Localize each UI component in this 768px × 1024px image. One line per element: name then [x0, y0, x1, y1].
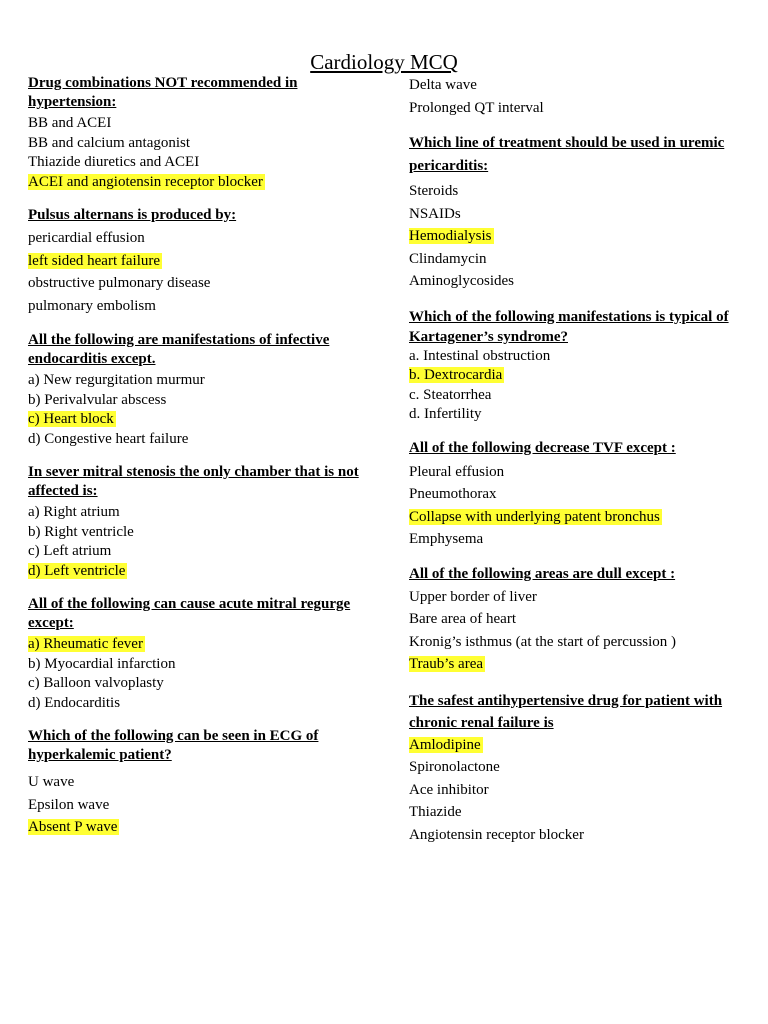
answer-option-highlighted: Hemodialysis — [409, 228, 492, 244]
question-text: Pulsus alternans is produced by: — [28, 207, 237, 223]
left-column — [28, 74, 378, 853]
option-list — [28, 635, 378, 713]
question-block — [409, 565, 761, 676]
answer-option-highlighted: ACEI and angiotensin receptor blocker — [28, 173, 263, 190]
question-block — [409, 132, 761, 293]
question-text: Drug combinations NOT recommended in hypertension: — [28, 75, 298, 110]
continued-options — [409, 74, 761, 119]
option-list — [409, 180, 761, 293]
option: d) Congestive heart failure — [28, 430, 189, 447]
question-text: Which of the following can be seen in ECG of hyperkalemic patient? — [28, 728, 319, 763]
option: d) Endocarditis — [28, 694, 121, 711]
question-text: In sever mitral stenosis the only chamber that is not affected is: — [28, 464, 359, 499]
question-block — [28, 331, 378, 449]
option: Ace inhibitor — [409, 781, 489, 798]
option: c. Steatorrhea — [409, 386, 492, 403]
option: c) Balloon valvoplasty — [28, 675, 164, 691]
option: BB and ACEI — [28, 115, 112, 131]
option: b) Right ventricle — [28, 523, 134, 540]
right-column — [409, 74, 761, 860]
option: Kronig’s isthmus (at the start of percussion ) — [409, 633, 677, 650]
answer-option-highlighted: d) Left ventricle — [28, 562, 126, 579]
answer-option-highlighted: Amlodipine — [409, 736, 481, 753]
option: Emphysema — [409, 531, 484, 547]
question-text: All of the following can cause acute mitral regurge except: — [28, 596, 351, 631]
option: Pneumothorax — [409, 486, 497, 502]
option-list — [409, 734, 761, 847]
option-list — [28, 371, 378, 449]
option: Aminoglycosides — [409, 273, 514, 289]
option-list — [409, 586, 761, 676]
question-text: The safest antihypertensive drug for patient with chronic renal failure is — [409, 692, 723, 731]
question-block — [409, 307, 761, 425]
option: Delta wave — [409, 77, 477, 93]
answer-option-highlighted: Traub’s area — [409, 656, 484, 672]
option: Steroids — [409, 183, 459, 199]
question-block — [409, 690, 761, 847]
option: d. Infertility — [409, 406, 482, 422]
answer-option-highlighted: c) Heart block — [28, 411, 114, 427]
option: a) New regurgitation murmur — [28, 372, 205, 388]
option: Thiazide — [409, 804, 462, 820]
option-list — [409, 74, 761, 119]
answer-option-highlighted: Collapse with underlying patent bronchus — [409, 508, 660, 525]
option-list — [28, 114, 378, 192]
question-text: Which of the following manifestations is typical of Kartagener’s syndrome? — [409, 308, 729, 345]
option: a. Intestinal obstruction — [409, 347, 551, 364]
option: c) Left atrium — [28, 543, 112, 559]
option: Angiotensin receptor blocker — [409, 826, 584, 843]
question-text: Which line of treatment should be used in uremic pericarditis: — [409, 135, 725, 174]
option: Spironolactone — [409, 759, 500, 775]
question-block — [409, 439, 761, 551]
page-title: Cardiology MCQ — [310, 50, 458, 74]
option: Prolonged QT interval — [409, 99, 544, 116]
option: Pleural effusion — [409, 463, 505, 480]
option-list — [409, 347, 761, 425]
option: Epsilon wave — [28, 796, 110, 813]
question-block — [28, 206, 378, 317]
answer-option-highlighted: Absent P wave — [28, 819, 118, 835]
question-block — [28, 595, 378, 713]
question-block — [28, 74, 378, 192]
question-block — [28, 463, 378, 581]
option-list — [28, 227, 378, 317]
answer-option-highlighted: left sided heart failure — [28, 252, 161, 269]
option-list — [28, 503, 378, 581]
option: BB and calcium antagonist — [28, 134, 191, 151]
answer-option-highlighted: a) Rheumatic fever — [28, 636, 143, 652]
option: NSAIDs — [409, 205, 461, 222]
option: a) Right atrium — [28, 504, 120, 520]
option: pulmonary embolism — [28, 297, 156, 314]
option: U wave — [28, 774, 75, 790]
option-list — [409, 461, 761, 551]
question-text: All the following are manifestations of infective endocarditis except. — [28, 332, 330, 367]
option: Clindamycin — [409, 250, 487, 267]
question-block — [28, 727, 378, 839]
answer-option-highlighted: b. Dextrocardia — [409, 367, 503, 383]
question-text: All of the following areas are dull except : — [409, 565, 676, 582]
option: b) Myocardial infarction — [28, 655, 176, 672]
option: Thiazide diuretics and ACEI — [28, 154, 200, 170]
option: Upper border of liver — [409, 588, 537, 605]
option: pericardial effusion — [28, 230, 145, 246]
option: Bare area of heart — [409, 611, 517, 627]
option: b) Perivalvular abscess — [28, 391, 167, 408]
option: obstructive pulmonary disease — [28, 275, 211, 291]
question-text: All of the following decrease TVF except : — [409, 439, 676, 456]
option-list — [28, 771, 378, 839]
